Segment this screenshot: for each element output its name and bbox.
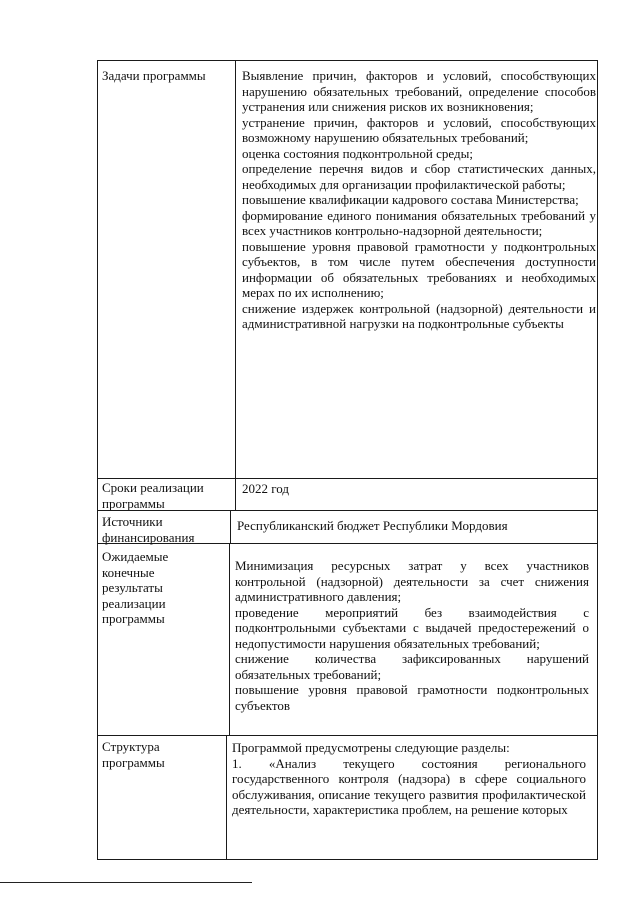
- row-label-terms: Сроки реализации программы: [102, 480, 204, 511]
- task-item: формирование единого понимания обязательных требований у всех участников контрольно-надзорной деятельности;: [242, 207, 596, 238]
- column-divider: [226, 736, 227, 859]
- row-content-structure: [232, 740, 586, 818]
- result-item: повышение уровня правовой грамотности подконтрольных субъектов: [235, 682, 589, 713]
- row-content-results: [235, 558, 589, 713]
- table-row-funding: [97, 510, 598, 544]
- row-content-funding: [237, 518, 595, 534]
- task-item: Выявление причин, факторов и условий, способствующих нарушению обязательных требований, определение способов устранения или снижения рисков их возникновения;: [242, 68, 596, 114]
- result-item: Минимизация ресурсных затрат у всех участников контрольной (надзорной) деятельности за счет снижения административного давления;: [235, 558, 589, 604]
- row-content-terms: [242, 481, 596, 497]
- task-item: определение перечня видов и сбор статистических данных, необходимых для организации профилактической работы;: [242, 161, 596, 192]
- task-item: устранение причин, факторов и условий, способствующих возможному нарушению обязательных требований;: [242, 114, 596, 145]
- column-divider: [235, 61, 236, 478]
- task-item: снижение издержек контрольной (надзорной) деятельности и административной нагрузки на подконтрольные субъекты: [242, 300, 596, 331]
- column-divider: [229, 544, 230, 735]
- row-label-results: Ожидаемые конечные результаты реализации программы: [102, 549, 169, 626]
- row-label-tasks: Задачи программы: [102, 68, 206, 83]
- table-row-structure: [97, 735, 598, 860]
- footnote-separator: [0, 882, 252, 883]
- column-divider: [230, 511, 231, 543]
- row-content-tasks: [242, 68, 596, 332]
- result-item: проведение мероприятий без взаимодействия с подконтрольными субъектами с выдачей предостережений о недопустимости нарушения обязательных требований;: [235, 604, 589, 651]
- column-divider: [235, 479, 236, 510]
- structure-item: 1. «Анализ текущего состояния регионального государственного контроля (надзора) в сфере социального обслуживания, описание текущего развития профилактической деятельности, характеристика проблем, на решение которых: [232, 755, 586, 817]
- task-item: повышение уровня правовой грамотности у подконтрольных субъектов, в том числе путем обеспечения доступности информации об обязательных требованиях и необходимых мерах по их исполнению;: [242, 238, 596, 300]
- row-label-funding: Источники финансирования: [102, 514, 195, 545]
- table-row-terms: [97, 478, 598, 511]
- table-row-tasks: [97, 60, 598, 479]
- terms-value: 2022 год: [242, 481, 289, 496]
- result-item: снижение количества зафиксированных нарушений обязательных требований;: [235, 651, 589, 682]
- structure-intro: Программой предусмотрены следующие разделы:: [232, 740, 510, 755]
- task-item: повышение квалификации кадрового состава Министерства;: [242, 192, 579, 207]
- funding-value: Республиканский бюджет Республики Мордовия: [237, 518, 508, 533]
- row-label-structure: Структура программы: [102, 739, 165, 770]
- table-row-results: [97, 543, 598, 736]
- task-item: оценка состояния подконтрольной среды;: [242, 145, 473, 161]
